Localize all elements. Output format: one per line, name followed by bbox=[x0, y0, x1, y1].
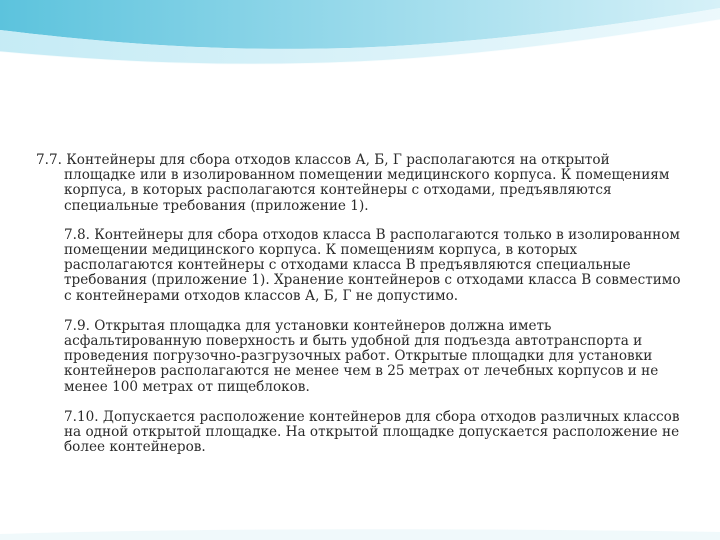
paragraph-7-8: 7.8. Контейнеры для сбора отходов класса В располагаются только в изолированном помещении медицинского корпуса. К помещениям корпуса, в которых располагаются контейнеры с отходами класса В предъявляются специальные требования (приложение 1). Хранение контейнеров с отходами класса В совместимо с контейнерами отходов классов А, Б, Г не допустимо. bbox=[64, 226, 681, 304]
paragraph-7-7: 7.7. Контейнеры для сбора отходов классов А, Б, Г располагаются на открытой площадке или в изолированном помещении медицинского корпуса. К помещениям корпуса, в которых располагаются контейнеры с отходами, предъявляются специальные требования (приложение 1). bbox=[36, 152, 670, 214]
slide-content bbox=[36, 153, 682, 455]
footer-wave bbox=[0, 529, 720, 540]
paragraph-7-9: 7.9. Открытая площадка для установки контейнеров должна иметь асфальтированную поверхность и быть удобной для подъезда автотранспорта и проведения погрузочно-разгрузочных работ. Открытые площадки для установки контейнеров располагаются не менее чем в 25 метрах от лечебных корпусов и не менее 100 метрах от пищеблоков. bbox=[64, 317, 659, 395]
paragraph-7-10: 7.10. Допускается расположение контейнеров для сбора отходов различных классов на одной открытой площадке. На открытой площадке допускается расположение не более контейнеров. bbox=[64, 408, 680, 456]
